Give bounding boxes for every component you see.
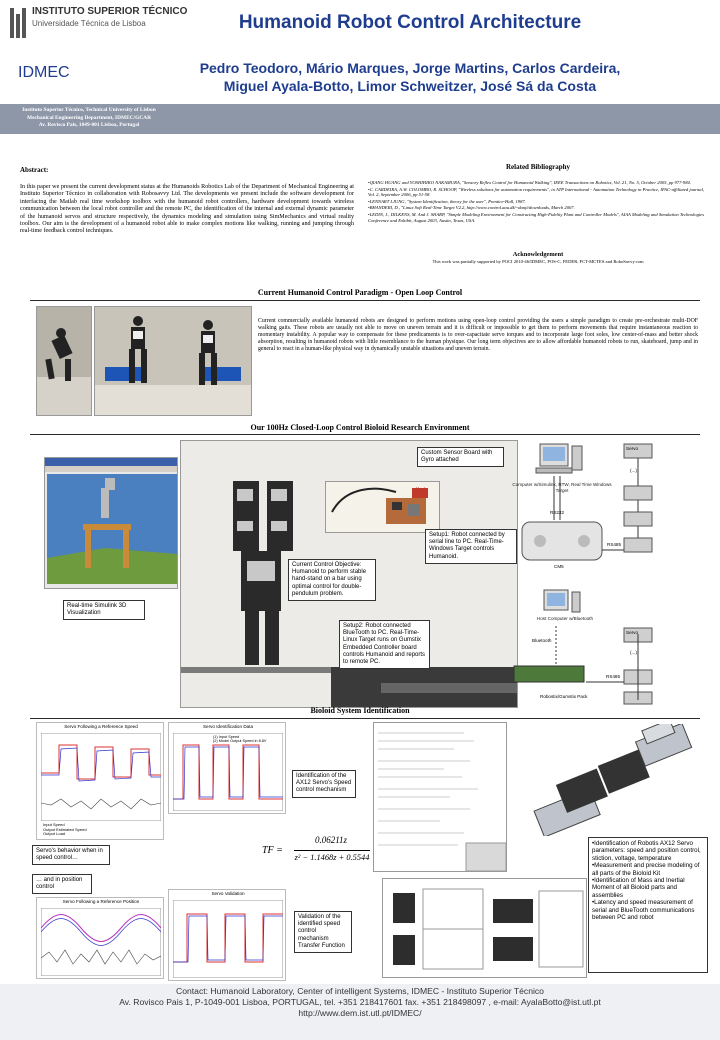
bib-item-1: •QIANG HUANG and YOSHIHIKO NAKAMURA, "Sensory Reflex Control for Humanoid Walking", IEEE Transactions on Robotics, Vol. 21, No. 5, October 2005, pp 977-984. bbox=[368, 180, 691, 185]
bibliography-heading: Related Bibliography bbox=[506, 163, 570, 171]
callout-simulink: Real-time Simulink 3D Visualization bbox=[63, 600, 145, 620]
tf-denominator: z² − 1.1468z + 0.5544 bbox=[294, 853, 370, 862]
bullet-1: •Identification of Robotis AX12 Servo parameters: speed and position control, stiction, voltage, temperature bbox=[592, 840, 701, 862]
abstract-heading: Abstract: bbox=[20, 166, 49, 174]
identification-bullets bbox=[588, 837, 708, 973]
plot-c-title: Servo Validation bbox=[211, 891, 245, 896]
plot-a-svg bbox=[41, 733, 161, 821]
tf-lhs: TF = bbox=[262, 845, 283, 856]
diagram-servo-2: Servo bbox=[626, 630, 639, 635]
robot-stand-photo bbox=[94, 306, 252, 416]
bib-item-2: •C. CARDEIRA, A.W. COLOMBO, R. SCHOOP, "Wireless solutions for automation requirements", in ATP International - Automation Technology in Practice, IFAC-affiliated journal, Vol. 2, September 2006, pp 51-58. bbox=[368, 186, 704, 198]
institution-sub: Universidade Técnica de Lisboa bbox=[32, 19, 146, 28]
diagram-rs232: RS232 bbox=[550, 510, 565, 515]
footer bbox=[0, 984, 720, 1040]
diagram-rs485-a: RS485 bbox=[607, 542, 622, 547]
section-1-text: Current commercially available humanoid robots are designed to perform motions using open-loop control providing the users a simple paradigm to create pre-orchestrate multi-DOF walking gaits. These robots are usually not able to move on uneven terrain and it is difficult or impossible to get them to perform movements that require instantaneous reaction to momentary instability. A popular way to compensate for these predicaments is to over-capacitate servo torques and to incorporate large foot soles, low center-of-mass and better shock absorption, resulting in humanoid robots with little resemblance to the human physique. Our long term objectives are to allow affordable humanoid robots to run, skateboard, jump and in general to react in a human-like physical way in dynamically unstable situations and uneven terrain. bbox=[258, 318, 698, 353]
computer-icon-1 bbox=[536, 444, 582, 473]
bullet-2: •Measurement and precise modeling of all parts of the Bioloid Kit bbox=[592, 862, 700, 877]
plot-d-title: Servo Following a Reference Position bbox=[62, 899, 140, 904]
authors-line-1: Pedro Teodoro, Mário Marques, Jorge Martins, Carlos Cardeira, bbox=[199, 60, 621, 76]
diagram-servo-1: Servo bbox=[626, 446, 639, 451]
transfer-function bbox=[262, 835, 372, 869]
plot-b-legend-2: (2) Model Output Speed in 8.8V bbox=[213, 739, 267, 744]
plot-b-svg bbox=[173, 733, 283, 811]
diagram-cm5: CM5 bbox=[554, 564, 564, 569]
plot-speed-following bbox=[36, 722, 164, 840]
cad-drawing bbox=[382, 878, 587, 978]
affiliation-line-1: Instituto Superior Técnico, Technical University of Lisbon bbox=[22, 107, 156, 113]
cad-render-icon bbox=[508, 724, 714, 836]
computer-icon-2 bbox=[544, 590, 580, 612]
section-1-rule bbox=[30, 300, 700, 301]
diagram-bluetooth: Bluetooth bbox=[532, 638, 552, 643]
plot-validation bbox=[168, 889, 286, 981]
diagram-computer-label: Computer w/Simulink, RTW, Real Time Windows Target bbox=[512, 482, 612, 493]
diagram-host-label: Host Computer w/Bluetooth bbox=[536, 616, 594, 621]
sensor-board-label: Kodo bbox=[416, 487, 428, 493]
affiliation-block bbox=[4, 107, 174, 130]
callout-behavior: Servo's behavior when in speed control… bbox=[32, 845, 110, 865]
bib-item-4: •BHANDERI, D., "Linux Soft Real-Time Target V2.2, http://www.control.aau.dk/~danji/downloads, March 2007. bbox=[368, 205, 575, 211]
bib-item-5: •LEDIN, J., DILKENS, M. And J. SHARP, "Simple Modeling Environment for Constructing High-Fidelity Plant and Controller Models", AIAA Modeling and Simulation Technologies Conference and Exhibit, August 2003, Austin, Texas, USA. bbox=[368, 211, 704, 223]
tf-numerator: 0.06211z bbox=[314, 835, 348, 845]
authors-line-2: Miguel Ayala-Botto, Limor Schweitzer, José Sá da Costa bbox=[223, 78, 597, 94]
plot-a-title: Servo Following a Reference Speed bbox=[64, 724, 138, 729]
architecture-diagram bbox=[510, 438, 714, 708]
diagram-ellipsis-2: (...) bbox=[630, 650, 637, 655]
bullet-3: •Identification of Mass and Inertial Moment of all Bioloid parts and assemblies bbox=[592, 877, 685, 899]
plot-c-svg bbox=[173, 900, 283, 978]
architecture-diagram-svg bbox=[510, 438, 714, 708]
simulink-3d-view bbox=[44, 457, 178, 589]
ack-heading: Acknowledgement bbox=[512, 251, 564, 258]
affiliation-line-2: Mechanical Engineering Department, IDMEC/GCAR bbox=[27, 114, 151, 121]
footer-line-3[interactable]: http://www.dem.ist.utl.pt/IDMEC/ bbox=[298, 1008, 422, 1018]
diagram-rs485-b: RS485 bbox=[606, 674, 621, 679]
abstract-text: In this paper we present the current development status at the Humanoids Robotics Lab of the Department of Mechanical Engineering at Instituto Superior Técnico in collaboration with Robosavvy Ltd. The developments we present include the software development for interfacing the Matlab real time workshop toolbox with the humanoid robot controllers, hardware development towards wireless communication between the local robot controller and the remote PC, the identification of the internal and external dynamic parameter of the humanoid servos and structure respectively, the dynamics modeling and simulation using SimMechanics and virtual reality toolbox. Our aim is the development of a humanoid robot able to make complex motions like walking, running and jumping through real-time feedback control techniques. bbox=[20, 184, 354, 235]
callout-sensor: Custom Sensor Board with Gyro attached bbox=[417, 447, 504, 467]
section-2-title: Our 100Hz Closed-Loop Control Bioloid Research Environment bbox=[250, 423, 470, 432]
sim-parameters-window bbox=[373, 722, 507, 872]
plot-a-legend-1: Input Speed bbox=[43, 822, 65, 827]
callout-position: … and in position control bbox=[32, 874, 92, 894]
bibliography-list bbox=[368, 180, 704, 224]
bullet-4: •Latency and speed measurement of serial and BlueTooth communications between PC and robot bbox=[592, 899, 695, 922]
plot-b-legend bbox=[213, 735, 266, 744]
plot-a-legend-2: Output Estimated Speed bbox=[43, 826, 87, 832]
bib-item-3: •LENNART LJUNG, "System Identification, theory for the user", Prentice-Hall, 1987. bbox=[368, 198, 526, 204]
callout-ident: Identification of the AX12 Servo's Speed control mechanism bbox=[292, 770, 356, 798]
affiliation-line-3: Av. Rovisco Pais, 1049-001 Lisboa, Portugal bbox=[38, 122, 140, 128]
callout-objective: Current Control Objective: Humanoid to perform stable hand-stand on a bar using optimal control for double-pendulum problem. bbox=[288, 559, 376, 601]
section-3-title: Bioloid System Identification bbox=[310, 706, 410, 715]
poster-title: Humanoid Robot Control Architecture bbox=[238, 12, 582, 33]
plot-a-legend-3: Output Load bbox=[43, 831, 66, 837]
callout-setup1: Setup1: Robot connected by serial line to PC. Real-Time-Windows Target controls Humanoid. bbox=[425, 529, 517, 564]
diagram-robostix: Robostix/Gumstix Pack bbox=[540, 694, 588, 699]
plot-a-legend bbox=[43, 823, 87, 837]
callout-setup2: Setup2: Robot connected BlueTooth to PC. Real-Time-Linux Target runs on Gumstix Embedded Controller board controls Humanoid and reports to remote PC. bbox=[339, 620, 430, 669]
diagram-ellipsis-1: (...) bbox=[630, 468, 637, 473]
section-3-rule bbox=[30, 718, 700, 719]
plot-identification-data bbox=[168, 722, 286, 814]
plot-d-svg bbox=[41, 908, 161, 976]
section-1-title: Current Humanoid Control Paradigm - Open Loop Control bbox=[257, 288, 463, 297]
section-2-rule bbox=[30, 434, 700, 435]
lab-name: IDMEC bbox=[18, 64, 70, 81]
footer-line-1: Contact: Humanoid Laboratory, Center of intelligent Systems, IDMEC - Instituto Superior Técnico bbox=[176, 986, 544, 996]
tf-fraction-bar bbox=[294, 850, 370, 851]
robot-fall-photo bbox=[36, 306, 92, 416]
institution-name: INSTITUTO SUPERIOR TÉCNICO bbox=[32, 6, 188, 17]
cad-render-top bbox=[508, 724, 714, 836]
plot-b-title: Servo Identification Data bbox=[202, 724, 254, 729]
footer-line-2: Av. Rovisco Pais 1, P-1049-001 Lisboa, PORTUGAL, tel. +351 218417601 fax. +351 218498097 , e-mail: AyalaBotto@ist.utl.pt bbox=[119, 997, 601, 1007]
callout-validation: Validation of the identified speed control mechanism Transfer Function bbox=[294, 911, 352, 953]
plot-position-following bbox=[36, 897, 164, 979]
plot-b-legend-1: (1) Input Speed bbox=[213, 735, 240, 739]
ack-text: This work was partially supported by POCI 2010-46/IDMEC, POS-C, FEDER, FCT-MCTES and RoboSavvy.com bbox=[432, 259, 644, 264]
